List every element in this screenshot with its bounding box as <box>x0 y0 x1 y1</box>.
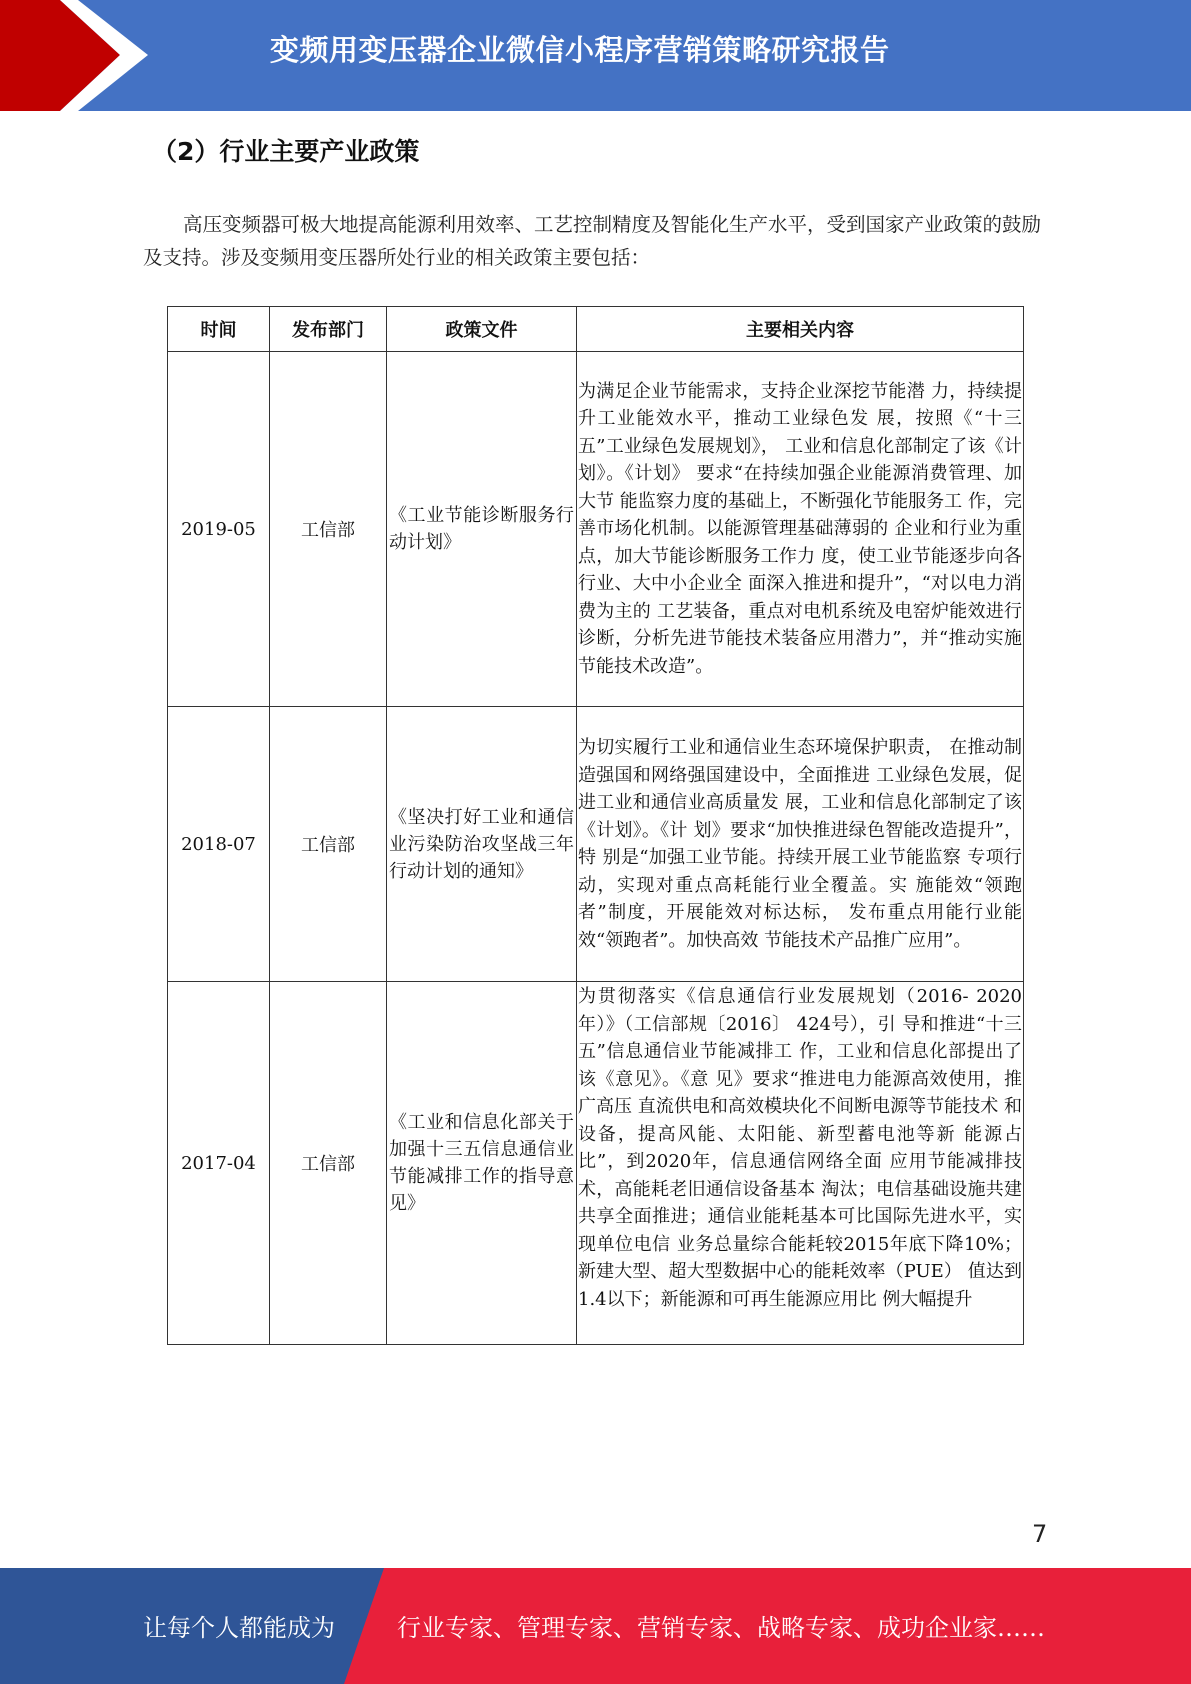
page-header <box>0 0 1191 111</box>
page-number: 7 <box>1032 1520 1048 1548</box>
section-title: （2）行业主要产业政策 <box>152 137 420 166</box>
cell-department: 工信部 <box>270 707 387 982</box>
cell-department: 工信部 <box>270 352 387 707</box>
cell-content: 为满足企业节能需求，支持企业深挖节能潜 力，持续提升工业能效水平，推动工业绿色发 展，按照《“十三五”工业绿色发展规划》， 工业和信息化部制定了该《计划》。《计划》 要求“在持续加强企业能源消费管理、加大节 能监察力度的基础上，不断强化节能服务工 作，完善市场化机制。以能源管理基础薄弱的 企业和行业为重点，加大节能诊断服务工作力 度，使工业节能逐步向各行业、大中小企业全 面深入推进和提升”，“对以电力消费为主的 工艺装备，重点对电机系统及电窑炉能效进行 诊断，分析先进节能技术装备应用潜力”，并“推动实施节能技术改造”。 <box>577 352 1024 707</box>
report-title: 变频用变压器企业微信小程序营销策略研究报告 <box>270 33 890 67</box>
clipped-content-text: 为贯彻落实《信息通信行业发展规划（2016- 2020年）》（工信部规〔2016〕 424号），引 导和推进“十三五”信息通信业节能减排工 作，工业和信息化部提出了该《意见》。《意 见》要求“推进电力能源高效使用，推广高压 直流供电和高效模块化不间断电源等节能技术 和设备，提高风能、太阳能、新型蓄电池等新 能源占比”，到2020年，信息通信网络全面 应用节能减排技术，高能耗老旧通信设备基本 淘汰；电信基础设施共建共享全面推进；通信业能耗基本可比国际先进水平，实现单位电信 业务总量综合能耗较2015年底下降10%；新建大型、超大型数据中心的能耗效率（PUE） 值达到1.4以下；新能源和可再生能源应用比 例大幅提升 <box>578 986 1022 1310</box>
cell-policy-document: 《坚决打好工业和通信业污染防治攻坚战三年行动计划的通知》 <box>387 707 577 982</box>
header-department: 发布部门 <box>270 307 387 352</box>
header-main-content: 主要相关内容 <box>577 307 1024 352</box>
header-policy-document: 政策文件 <box>387 307 577 352</box>
cell-content-clipped <box>577 982 1024 1345</box>
intro-text: 高压变频器可极大地提高能源利用效率、工艺控制精度及智能化生产水平，受到国家产业政策的鼓励及支持。涉及变频用变压器所处行业的相关政策主要包括： <box>143 213 1042 269</box>
cell-policy-document: 《工业和信息化部关于加强十三五信息通信业节能减排工作的指导意见》 <box>387 982 577 1345</box>
table-row <box>168 707 1024 982</box>
cell-date: 2017-04 <box>168 982 270 1345</box>
table-row <box>168 352 1024 707</box>
table-header-row <box>168 307 1024 352</box>
cell-content: 为切实履行工业和通信业生态环境保护职责， 在推动制造强国和网络强国建设中，全面推进 工业绿色发展，促进工业和通信业高质量发 展，工业和信息化部制定了该《计划》。《计 划》要求“加快推进绿色智能改造提升”，特 别是“加强工业节能。持续开展工业节能监察 专项行动，实现对重点高耗能行业全覆盖。实 施能效“领跑者”制度，开展能效对标达标， 发布重点用能行业能效“领跑者”。加快高效 节能技术产品推广应用”。 <box>577 707 1024 982</box>
page-footer <box>0 1568 1191 1684</box>
policy-table <box>167 306 1024 1345</box>
intro-paragraph <box>143 208 1043 274</box>
cell-department: 工信部 <box>270 982 387 1345</box>
cell-policy-document: 《工业节能诊断服务行动计划》 <box>387 352 577 707</box>
header-date: 时间 <box>168 307 270 352</box>
footer-slogan-right: 行业专家、管理专家、营销专家、战略专家、成功企业家…… <box>397 1614 1045 1642</box>
footer-slogan-left: 让每个人都能成为 <box>143 1614 335 1642</box>
table-row <box>168 982 1024 1345</box>
cell-date: 2018-07 <box>168 707 270 982</box>
cell-date: 2019-05 <box>168 352 270 707</box>
